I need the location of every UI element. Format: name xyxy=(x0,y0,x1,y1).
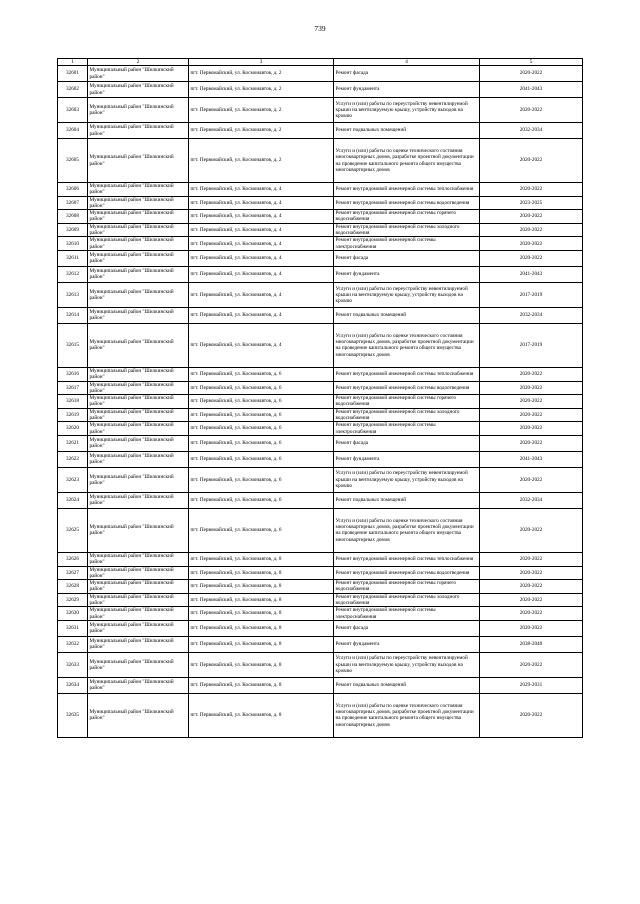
row-number: 32629 xyxy=(58,593,88,607)
work-type-cell: Услуги и (или) работы по переустройству невентилируемой крыши на вентилируемую крышу, устройству выходов на кровлю xyxy=(334,652,480,677)
work-type-cell: Услуги и (или) работы по оценке технического состояния многоквартирных домов, разработке проектной документации на проведение капитального ремонта общего имущества многоквартирных домов xyxy=(334,508,480,552)
row-number: 32630 xyxy=(58,607,88,621)
municipality-cell: Муниципальный район "Шилкинский район" xyxy=(88,677,189,693)
column-header: 2 xyxy=(88,59,189,66)
table-row xyxy=(58,593,583,607)
period-cell: 2020-2022 xyxy=(480,652,583,677)
municipality-cell: Муниципальный район "Шилкинский район" xyxy=(88,607,189,621)
period-cell: 2032-2034 xyxy=(480,123,583,139)
period-cell: 2020-2022 xyxy=(480,223,583,237)
municipality-cell: Муниципальный район "Шилкинский район" xyxy=(88,223,189,237)
row-number: 32627 xyxy=(58,566,88,580)
address-cell: пгт. Первомайский, ул. Космонавтов, д. 8 xyxy=(189,677,334,693)
municipality-cell: Муниципальный район "Шилкинский район" xyxy=(88,250,189,266)
row-number: 32621 xyxy=(58,435,88,451)
row-number: 32634 xyxy=(58,677,88,693)
row-number: 32632 xyxy=(58,636,88,652)
table-row xyxy=(58,123,583,139)
table-row xyxy=(58,607,583,621)
period-cell: 2020-2022 xyxy=(480,508,583,552)
address-cell: пгт. Первомайский, ул. Космонавтов, д. 2 xyxy=(189,139,334,183)
address-cell: пгт. Первомайский, ул. Космонавтов, д. 6 xyxy=(189,381,334,395)
table-row xyxy=(58,620,583,636)
work-type-cell: Услуги и (или) работы по переустройству невентилируемой крыши на вентилируемую крышу, устройству выходов на кровлю xyxy=(334,467,480,492)
municipality-cell: Муниципальный район "Шилкинский район" xyxy=(88,183,189,197)
municipality-cell: Муниципальный район "Шилкинский район" xyxy=(88,435,189,451)
work-type-cell: Ремонт внутридомовой инженерной системы холодного водоснабжения xyxy=(334,223,480,237)
municipality-cell: Муниципальный район "Шилкинский район" xyxy=(88,408,189,422)
table-row xyxy=(58,467,583,492)
row-number: 32613 xyxy=(58,282,88,307)
municipality-cell: Муниципальный район "Шилкинский район" xyxy=(88,566,189,580)
row-number: 32615 xyxy=(58,323,88,367)
municipality-cell: Муниципальный район "Шилкинский район" xyxy=(88,323,189,367)
municipality-cell: Муниципальный район "Шилкинский район" xyxy=(88,508,189,552)
address-cell: пгт. Первомайский, ул. Космонавтов, д. 6 xyxy=(189,422,334,436)
row-number: 32607 xyxy=(58,196,88,210)
row-number: 32616 xyxy=(58,367,88,381)
table-row xyxy=(58,307,583,323)
municipality-cell: Муниципальный район "Шилкинский район" xyxy=(88,282,189,307)
period-cell: 2020-2022 xyxy=(480,139,583,183)
work-type-cell: Ремонт фасада xyxy=(334,250,480,266)
work-schedule-table xyxy=(57,58,583,738)
address-cell: пгт. Первомайский, ул. Космонавтов, д. 4 xyxy=(189,250,334,266)
work-type-cell: Ремонт фундамента xyxy=(334,636,480,652)
row-number: 32617 xyxy=(58,381,88,395)
table-row xyxy=(58,98,583,123)
work-type-cell: Ремонт внутридомовой инженерной системы водоотведения xyxy=(334,196,480,210)
row-number: 32602 xyxy=(58,82,88,98)
table-row xyxy=(58,66,583,82)
address-cell: пгт. Первомайский, ул. Космонавтов, д. 4 xyxy=(189,237,334,251)
municipality-cell: Муниципальный район "Шилкинский район" xyxy=(88,196,189,210)
address-cell: пгт. Первомайский, ул. Космонавтов, д. 4 xyxy=(189,196,334,210)
address-cell: пгт. Первомайский, ул. Космонавтов, д. 6 xyxy=(189,451,334,467)
column-header: 3 xyxy=(189,59,334,66)
period-cell: 2017-2019 xyxy=(480,282,583,307)
municipality-cell: Муниципальный район "Шилкинский район" xyxy=(88,693,189,737)
table-row xyxy=(58,323,583,367)
column-header: 4 xyxy=(334,59,480,66)
address-cell: пгт. Первомайский, ул. Космонавтов, д. 4 xyxy=(189,223,334,237)
period-cell: 2020-2022 xyxy=(480,422,583,436)
address-cell: пгт. Первомайский, ул. Космонавтов, д. 8 xyxy=(189,693,334,737)
municipality-cell: Муниципальный район "Шилкинский район" xyxy=(88,123,189,139)
address-cell: пгт. Первомайский, ул. Космонавтов, д. 8 xyxy=(189,636,334,652)
period-cell: 2020-2022 xyxy=(480,237,583,251)
table-row xyxy=(58,266,583,282)
address-cell: пгт. Первомайский, ул. Космонавтов, д. 6 xyxy=(189,467,334,492)
row-number: 32635 xyxy=(58,693,88,737)
work-type-cell: Ремонт внутридомовой инженерной системы горячего водоснабжения xyxy=(334,210,480,224)
row-number: 32619 xyxy=(58,408,88,422)
period-cell: 2020-2022 xyxy=(480,98,583,123)
address-cell: пгт. Первомайский, ул. Космонавтов, д. 4 xyxy=(189,210,334,224)
row-number: 32623 xyxy=(58,467,88,492)
period-cell: 2020-2022 xyxy=(480,183,583,197)
period-cell: 2020-2022 xyxy=(480,381,583,395)
row-number: 32625 xyxy=(58,508,88,552)
row-number: 32611 xyxy=(58,250,88,266)
period-cell: 2020-2022 xyxy=(480,552,583,566)
work-type-cell: Услуги и (или) работы по переустройству невентилируемой крыши на вентилируемую крышу, устройству выходов на кровлю xyxy=(334,282,480,307)
period-cell: 2020-2022 xyxy=(480,408,583,422)
address-cell: пгт. Первомайский, ул. Космонавтов, д. 6 xyxy=(189,435,334,451)
municipality-cell: Муниципальный район "Шилкинский район" xyxy=(88,66,189,82)
municipality-cell: Муниципальный район "Шилкинский район" xyxy=(88,620,189,636)
period-cell: 2020-2022 xyxy=(480,367,583,381)
work-type-cell: Ремонт внутридомовой инженерной системы электроснабжения xyxy=(334,237,480,251)
row-number: 32610 xyxy=(58,237,88,251)
work-type-cell: Ремонт внутридомовой инженерной системы теплоснабжения xyxy=(334,552,480,566)
address-cell: пгт. Первомайский, ул. Космонавтов, д. 4 xyxy=(189,183,334,197)
work-type-cell: Услуги и (или) работы по оценке технического состояния многоквартирных домов, разработке проектной документации на проведение капитального ремонта общего имущества многоквартирных домов xyxy=(334,693,480,737)
table-row xyxy=(58,422,583,436)
address-cell: пгт. Первомайский, ул. Космонавтов, д. 4 xyxy=(189,282,334,307)
work-type-cell: Ремонт внутридомовой инженерной системы холодного водоснабжения xyxy=(334,593,480,607)
address-cell: пгт. Первомайский, ул. Космонавтов, д. 8 xyxy=(189,593,334,607)
municipality-cell: Муниципальный район "Шилкинский район" xyxy=(88,467,189,492)
period-cell: 2020-2022 xyxy=(480,210,583,224)
period-cell: 2020-2022 xyxy=(480,66,583,82)
period-cell: 2023-2025 xyxy=(480,196,583,210)
work-type-cell: Ремонт внутридомовой инженерной системы электроснабжения xyxy=(334,422,480,436)
work-type-cell: Ремонт фундамента xyxy=(334,266,480,282)
row-number: 32606 xyxy=(58,183,88,197)
table-row xyxy=(58,367,583,381)
address-cell: пгт. Первомайский, ул. Космонавтов, д. 8 xyxy=(189,652,334,677)
row-number: 32605 xyxy=(58,139,88,183)
address-cell: пгт. Первомайский, ул. Космонавтов, д. 8 xyxy=(189,607,334,621)
work-type-cell: Ремонт фундамента xyxy=(334,451,480,467)
address-cell: пгт. Первомайский, ул. Космонавтов, д. 2 xyxy=(189,98,334,123)
work-type-cell: Ремонт фасада xyxy=(334,620,480,636)
municipality-cell: Муниципальный район "Шилкинский район" xyxy=(88,266,189,282)
table-row xyxy=(58,566,583,580)
table-body xyxy=(58,66,583,738)
row-number: 32609 xyxy=(58,223,88,237)
table-row xyxy=(58,408,583,422)
address-cell: пгт. Первомайский, ул. Космонавтов, д. 8 xyxy=(189,580,334,594)
row-number: 32618 xyxy=(58,395,88,409)
table-row xyxy=(58,196,583,210)
row-number: 32624 xyxy=(58,492,88,508)
period-cell: 2020-2022 xyxy=(480,593,583,607)
period-cell: 2041-2043 xyxy=(480,266,583,282)
work-type-cell: Услуги и (или) работы по оценке технического состояния многоквартирных домов, разработке проектной документации на проведение капитального ремонта общего имущества многоквартирных домов xyxy=(334,323,480,367)
municipality-cell: Муниципальный район "Шилкинский район" xyxy=(88,210,189,224)
work-type-cell: Ремонт внутридомовой инженерной системы электроснабжения xyxy=(334,607,480,621)
address-cell: пгт. Первомайский, ул. Космонавтов, д. 2 xyxy=(189,123,334,139)
period-cell: 2020-2022 xyxy=(480,607,583,621)
period-cell: 2020-2022 xyxy=(480,693,583,737)
table-row xyxy=(58,183,583,197)
period-cell: 2032-2034 xyxy=(480,307,583,323)
table-row xyxy=(58,139,583,183)
municipality-cell: Муниципальный район "Шилкинский район" xyxy=(88,82,189,98)
work-type-cell: Ремонт фасада xyxy=(334,435,480,451)
period-cell: 2020-2022 xyxy=(480,250,583,266)
period-cell: 2020-2022 xyxy=(480,620,583,636)
address-cell: пгт. Первомайский, ул. Космонавтов, д. 2 xyxy=(189,82,334,98)
page-number: 739 xyxy=(314,24,326,33)
period-cell: 2041-2043 xyxy=(480,451,583,467)
work-type-cell: Ремонт внутридомовой инженерной системы теплоснабжения xyxy=(334,183,480,197)
address-cell: пгт. Первомайский, ул. Космонавтов, д. 8 xyxy=(189,620,334,636)
table-row xyxy=(58,636,583,652)
municipality-cell: Муниципальный район "Шилкинский район" xyxy=(88,98,189,123)
table-row xyxy=(58,492,583,508)
table-row xyxy=(58,381,583,395)
column-header: 5 xyxy=(480,59,583,66)
municipality-cell: Муниципальный район "Шилкинский район" xyxy=(88,307,189,323)
table-row xyxy=(58,250,583,266)
address-cell: пгт. Первомайский, ул. Космонавтов, д. 6 xyxy=(189,367,334,381)
table-row xyxy=(58,210,583,224)
table-row xyxy=(58,552,583,566)
period-cell: 2032-2034 xyxy=(480,492,583,508)
municipality-cell: Муниципальный район "Шилкинский район" xyxy=(88,593,189,607)
table-row xyxy=(58,435,583,451)
period-cell: 2020-2022 xyxy=(480,566,583,580)
table-row xyxy=(58,237,583,251)
row-number: 32633 xyxy=(58,652,88,677)
table-row xyxy=(58,282,583,307)
address-cell: пгт. Первомайский, ул. Космонавтов, д. 6 xyxy=(189,492,334,508)
work-type-cell: Ремонт внутридомовой инженерной системы горячего водоснабжения xyxy=(334,395,480,409)
table-row xyxy=(58,82,583,98)
work-type-cell: Ремонт фасада xyxy=(334,66,480,82)
municipality-cell: Муниципальный район "Шилкинский район" xyxy=(88,422,189,436)
row-number: 32604 xyxy=(58,123,88,139)
period-cell: 2041-2043 xyxy=(480,82,583,98)
row-number: 32628 xyxy=(58,580,88,594)
municipality-cell: Муниципальный район "Шилкинский район" xyxy=(88,580,189,594)
address-cell: пгт. Первомайский, ул. Космонавтов, д. 6 xyxy=(189,395,334,409)
table-row xyxy=(58,451,583,467)
row-number: 32612 xyxy=(58,266,88,282)
table-row xyxy=(58,508,583,552)
municipality-cell: Муниципальный район "Шилкинский район" xyxy=(88,367,189,381)
row-number: 32631 xyxy=(58,620,88,636)
work-type-cell: Услуги и (или) работы по переустройству невентилируемой крыши на вентилируемую крышу, устройству выходов на кровлю xyxy=(334,98,480,123)
table-row xyxy=(58,395,583,409)
address-cell: пгт. Первомайский, ул. Космонавтов, д. 8 xyxy=(189,566,334,580)
address-cell: пгт. Первомайский, ул. Космонавтов, д. 4 xyxy=(189,307,334,323)
address-cell: пгт. Первомайский, ул. Космонавтов, д. 8 xyxy=(189,552,334,566)
work-type-cell: Ремонт подвальных помещений xyxy=(334,123,480,139)
period-cell: 2020-2022 xyxy=(480,580,583,594)
period-cell: 2029-2031 xyxy=(480,677,583,693)
municipality-cell: Муниципальный район "Шилкинский район" xyxy=(88,652,189,677)
row-number: 32620 xyxy=(58,422,88,436)
work-type-cell: Ремонт подвальных помещений xyxy=(334,492,480,508)
period-cell: 2020-2022 xyxy=(480,435,583,451)
row-number: 32622 xyxy=(58,451,88,467)
work-type-cell: Ремонт внутридомовой инженерной системы водоотведения xyxy=(334,566,480,580)
address-cell: пгт. Первомайский, ул. Космонавтов, д. 4 xyxy=(189,323,334,367)
address-cell: пгт. Первомайский, ул. Космонавтов, д. 2 xyxy=(189,66,334,82)
row-number: 32601 xyxy=(58,66,88,82)
municipality-cell: Муниципальный район "Шилкинский район" xyxy=(88,492,189,508)
period-cell: 2020-2022 xyxy=(480,467,583,492)
column-header: 1 xyxy=(58,59,88,66)
row-number: 32603 xyxy=(58,98,88,123)
municipality-cell: Муниципальный район "Шилкинский район" xyxy=(88,395,189,409)
table-row xyxy=(58,677,583,693)
table-row xyxy=(58,652,583,677)
period-cell: 2020-2022 xyxy=(480,395,583,409)
work-type-cell: Ремонт подвальных помещений xyxy=(334,677,480,693)
municipality-cell: Муниципальный район "Шилкинский район" xyxy=(88,636,189,652)
work-type-cell: Ремонт внутридомовой инженерной системы теплоснабжения xyxy=(334,367,480,381)
work-type-cell: Ремонт подвальных помещений xyxy=(334,307,480,323)
period-cell: 2038-2040 xyxy=(480,636,583,652)
work-type-cell: Услуги и (или) работы по оценке технического состояния многоквартирных домов, разработке проектной документации на проведение капитального ремонта общего имущества многоквартирных домов xyxy=(334,139,480,183)
address-cell: пгт. Первомайский, ул. Космонавтов, д. 6 xyxy=(189,508,334,552)
municipality-cell: Муниципальный район "Шилкинский район" xyxy=(88,237,189,251)
work-type-cell: Ремонт фундамента xyxy=(334,82,480,98)
table-row xyxy=(58,580,583,594)
row-number: 32626 xyxy=(58,552,88,566)
column-number-row xyxy=(58,59,583,66)
period-cell: 2017-2019 xyxy=(480,323,583,367)
municipality-cell: Муниципальный район "Шилкинский район" xyxy=(88,552,189,566)
municipality-cell: Муниципальный район "Шилкинский район" xyxy=(88,451,189,467)
municipality-cell: Муниципальный район "Шилкинский район" xyxy=(88,381,189,395)
row-number: 32614 xyxy=(58,307,88,323)
row-number: 32608 xyxy=(58,210,88,224)
work-type-cell: Ремонт внутридомовой инженерной системы холодного водоснабжения xyxy=(334,408,480,422)
table-row xyxy=(58,693,583,737)
address-cell: пгт. Первомайский, ул. Космонавтов, д. 6 xyxy=(189,408,334,422)
municipality-cell: Муниципальный район "Шилкинский район" xyxy=(88,139,189,183)
work-type-cell: Ремонт внутридомовой инженерной системы водоотведения xyxy=(334,381,480,395)
address-cell: пгт. Первомайский, ул. Космонавтов, д. 4 xyxy=(189,266,334,282)
work-type-cell: Ремонт внутридомовой инженерной системы горячего водоснабжения xyxy=(334,580,480,594)
table-row xyxy=(58,223,583,237)
